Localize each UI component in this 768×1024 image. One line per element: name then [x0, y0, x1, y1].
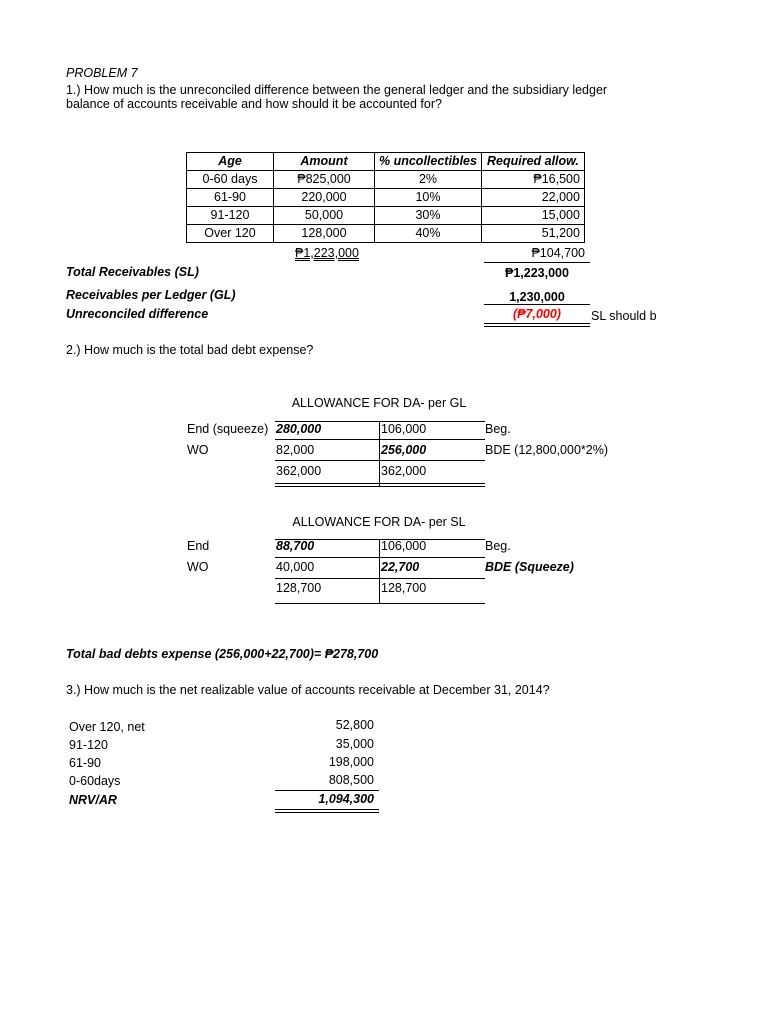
rule-line [275, 578, 485, 579]
cell-percent: 40% [375, 225, 482, 243]
nrv-value: 35,000 [335, 737, 374, 751]
t-account-divider [379, 539, 380, 604]
sl-row2-debit: 40,000 [276, 560, 315, 574]
nrv-label: 61-90 [69, 756, 101, 770]
question-3: 3.) How much is the net realizable value of accounts receivable at December 31, 2014? [66, 683, 550, 697]
unreconciled-difference-value: (₱7,000) [513, 307, 561, 321]
gl-row1-right-label: Beg. [485, 422, 511, 436]
sl-row2-credit: 22,700 [381, 560, 420, 574]
question-1-line-2: balance of accounts receivable and how should it be accounted for? [66, 97, 442, 111]
total-bad-debts-expense: Total bad debts expense (256,000+22,700)= ₱278,700 [66, 647, 379, 661]
sl-row1-credit: 106,000 [381, 539, 427, 553]
reconciliation-note: SL should b [591, 309, 657, 323]
cell-allowance: 15,000 [481, 207, 584, 225]
sl-account-title: ALLOWANCE FOR DA- per SL [292, 515, 466, 529]
nrv-label: 91-120 [69, 738, 108, 752]
sl-total-credit: 128,700 [381, 581, 427, 595]
rule-line [484, 262, 590, 263]
nrv-label: Over 120, net [69, 720, 145, 734]
rule-line [275, 603, 485, 604]
aging-schedule-table [186, 152, 585, 243]
nrv-total-value: 1,094,300 [318, 792, 374, 806]
receivables-gl-value: 1,230,000 [509, 290, 565, 304]
total-amount: ₱1,223,000 [295, 246, 359, 260]
gl-row1-debit: 280,000 [276, 422, 322, 436]
nrv-value: 52,800 [335, 718, 374, 732]
gl-row2-credit: 256,000 [381, 443, 427, 457]
sl-row2-left-label: WO [187, 560, 209, 574]
nrv-value: 808,500 [328, 773, 374, 787]
cell-percent: 30% [375, 207, 482, 225]
rule-line [275, 439, 485, 440]
header-age: Age [187, 153, 274, 171]
gl-row1-left-label: End (squeeze) [187, 422, 269, 436]
gl-row2-right-label: BDE (12,800,000*2%) [485, 443, 608, 457]
nrv-label: 0-60days [69, 774, 121, 788]
total-allowance: ₱104,700 [531, 246, 585, 260]
total-receivables-sl-label: Total Receivables (SL) [66, 265, 199, 279]
cell-age: 61-90 [187, 189, 274, 207]
sl-row2-right-label: BDE (Squeeze) [485, 560, 574, 574]
header-uncollectibles: % uncollectibles [375, 153, 482, 171]
cell-percent: 2% [375, 171, 482, 189]
gl-row2-left-label: WO [187, 443, 209, 457]
total-receivables-sl-value: ₱1,223,000 [505, 266, 569, 280]
gl-account-title: ALLOWANCE FOR DA- per GL [291, 396, 467, 410]
cell-amount: 220,000 [274, 189, 375, 207]
sl-row1-left-label: End [187, 539, 210, 553]
rule-line [275, 557, 485, 558]
cell-percent: 10% [375, 189, 482, 207]
header-required-allowance: Required allow. [481, 153, 584, 171]
nrv-total-label: NRV/AR [69, 793, 117, 807]
problem-title: PROBLEM 7 [66, 66, 138, 80]
rule-line [275, 460, 485, 461]
cell-age: Over 120 [187, 225, 274, 243]
sl-row1-right-label: Beg. [485, 539, 511, 553]
cell-amount: ₱825,000 [274, 171, 375, 189]
cell-amount: 128,000 [274, 225, 375, 243]
receivables-gl-label: Receivables per Ledger (GL) [66, 288, 236, 302]
sl-row1-debit: 88,700 [276, 539, 315, 553]
rule-line [484, 304, 590, 305]
question-2: 2.) How much is the total bad debt expense? [66, 343, 314, 357]
double-rule-line [484, 323, 590, 327]
question-1-line-1: 1.) How much is the unreconciled difference between the general ledger and the subsidiary ledger [66, 83, 608, 97]
table-row [187, 171, 585, 189]
nrv-value: 198,000 [328, 755, 374, 769]
rule-line [275, 790, 379, 791]
cell-age: 0-60 days [187, 171, 274, 189]
table-row [187, 225, 585, 243]
double-rule-line [275, 483, 485, 487]
gl-total-credit: 362,000 [381, 464, 427, 478]
table-row [187, 189, 585, 207]
gl-total-debit: 362,000 [276, 464, 322, 478]
cell-allowance: ₱16,500 [481, 171, 584, 189]
table-header-row [187, 153, 585, 171]
cell-allowance: 51,200 [481, 225, 584, 243]
gl-row1-credit: 106,000 [381, 422, 427, 436]
double-rule-line [275, 809, 379, 813]
gl-row2-debit: 82,000 [276, 443, 315, 457]
unreconciled-difference-label: Unreconciled difference [66, 307, 209, 321]
header-amount: Amount [274, 153, 375, 171]
t-account-divider [379, 421, 380, 487]
table-row [187, 207, 585, 225]
cell-amount: 50,000 [274, 207, 375, 225]
cell-allowance: 22,000 [481, 189, 584, 207]
cell-age: 91-120 [187, 207, 274, 225]
sl-total-debit: 128,700 [276, 581, 322, 595]
